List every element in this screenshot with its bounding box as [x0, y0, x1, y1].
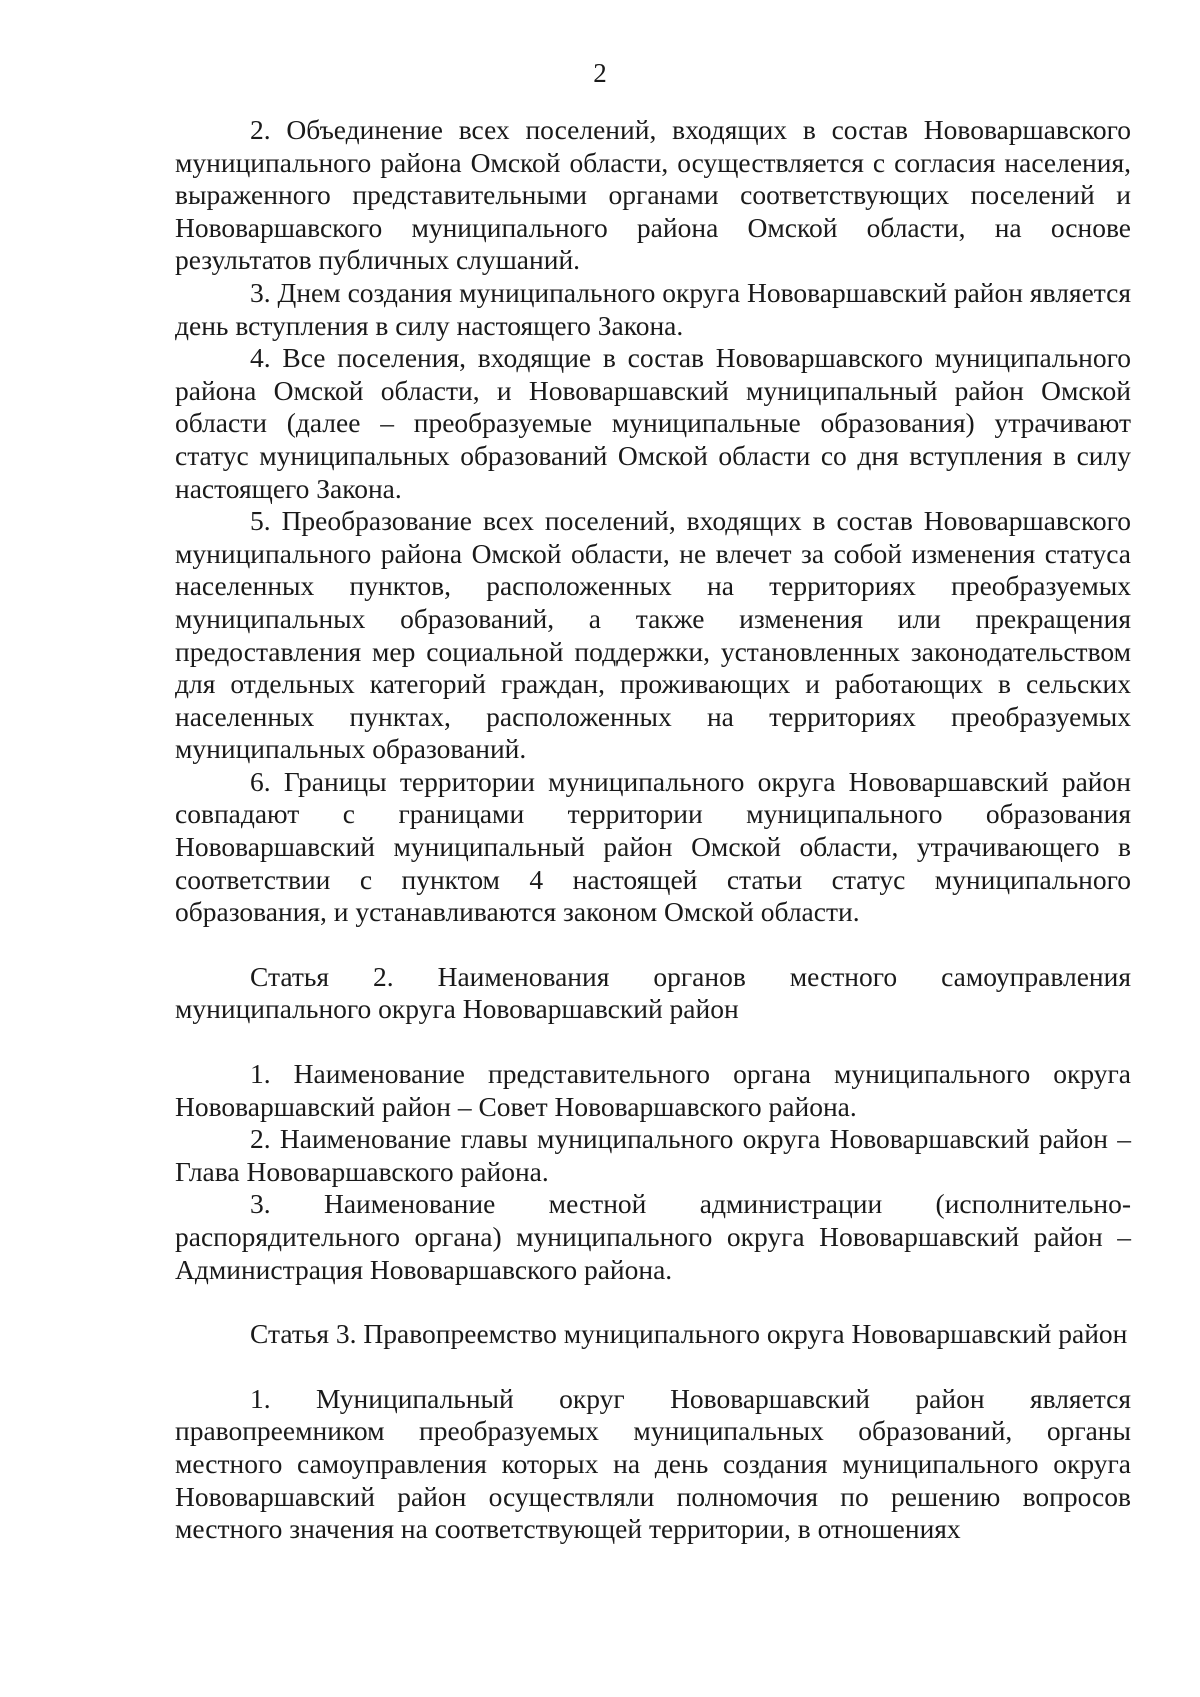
- article3-paragraph-1: 1. Муниципальный округ Нововаршавский район является правопреемником преобразуемых муниципальных образований, органы местного самоуправления которых на день создания муниципального округа Нововаршавский район осуществляли полномочия по решению вопросов местного значения на соответствующей территории, в отношениях: [175, 1382, 1131, 1545]
- article2-heading: Статья 2. Наименования органов местного самоуправления муниципального округа Нововаршавский район: [175, 960, 1131, 1025]
- page-number: 2: [593, 58, 607, 88]
- article1-paragraph-6: 6. Границы территории муниципального округа Нововаршавский район совпадают с границами территории муниципального образования Нововаршавский муниципальный район Омской области, утрачивающего в соответствии с пунктом 4 настоящей статьи статус муниципального образования, и устанавливаются законом Омской области.: [175, 765, 1131, 928]
- article1-paragraph-4: 4. Все поселения, входящие в состав Нововаршавского муниципального района Омской области, и Нововаршавский муниципальный район Омской области (далее – преобразуемые муниципальные образования) утрачивают статус муниципальных образований Омской области со дня вступления в силу настоящего Закона.: [175, 342, 1131, 504]
- article2-paragraph-2: 2. Наименование главы муниципального округа Нововаршавский район – Глава Нововаршавского района.: [175, 1123, 1131, 1187]
- article1-paragraph-3: 3. Днем создания муниципального округа Нововаршавский район является день вступления в силу настоящего Закона.: [175, 276, 1131, 341]
- article3-heading: Статья 3. Правопреемство муниципального округа Нововаршавский район: [250, 1318, 1128, 1350]
- article1-paragraph-5: 5. Преобразование всех поселений, входящих в состав Нововаршавского муниципального района Омской области, не влечет за собой изменения статуса населенных пунктов, расположенных на территориях преобразуемых муниципальных образований, а также изменения или прекращения предоставления мер социальной поддержки, установленных законодательством для отдельных категорий граждан, проживающих и работающих в сельских населенных пунктах, расположенных на территориях преобразуемых муниципальных образований.: [175, 505, 1131, 765]
- article2-paragraph-1: 1. Наименование представительного органа муниципального округа Нововаршавский район – Совет Нововаршавского района.: [175, 1058, 1131, 1122]
- article1-paragraph-2: 2. Объединение всех поселений, входящих в состав Нововаршавского муниципального района Омской области, осуществляется с согласия населения, выраженного представительными органами соответствующих поселений и Нововаршавского муниципального района Омской области, на основе результатов публичных слушаний.: [175, 114, 1131, 276]
- article2-paragraph-3: 3. Наименование местной администрации (исполнительно-распорядительного органа) муниципального округа Нововаршавский район – Администрация Нововаршавского района.: [175, 1188, 1131, 1285]
- document-body: [175, 114, 1131, 1546]
